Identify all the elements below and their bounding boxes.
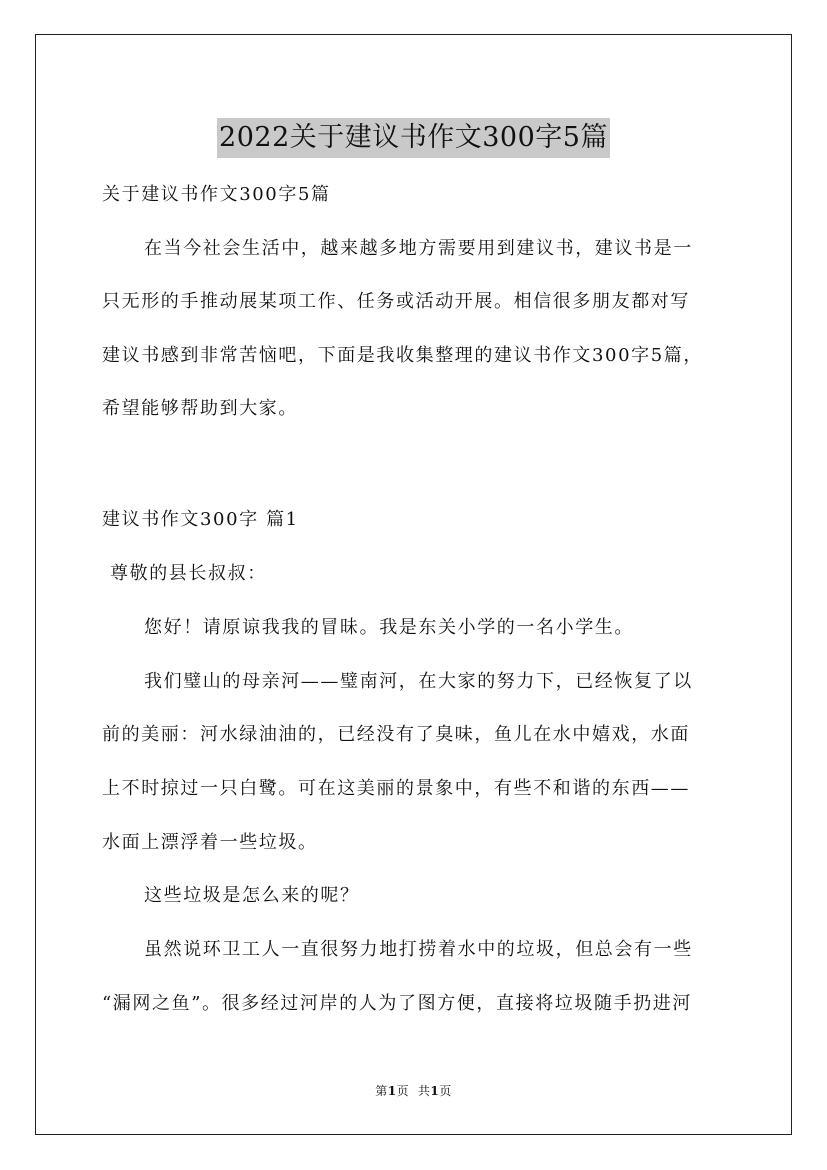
salutation: 尊敬的县长叔叔：	[110, 563, 267, 584]
body-line-2: 我们璧山的母亲河——璧南河，在大家的努力下，已经恢复了以	[144, 671, 693, 692]
document-subtitle: 关于建议书作文300字5篇	[102, 184, 331, 205]
body-line-4: 上不时掠过一只白鹭。可在这美丽的景象中，有些不和谐的东西——	[102, 778, 690, 799]
intro-line-2: 只无形的手推动展某项工作、任务或活动开展。相信很多朋友都对写	[102, 291, 690, 312]
body-line-8: “漏网之鱼”。很多经过河岸的人为了图方便，直接将垃圾随手扔进河	[102, 993, 693, 1014]
footer-page-suffix: 页	[396, 1084, 410, 1098]
page-footer	[0, 1082, 827, 1100]
footer-page-number: 1	[387, 1084, 397, 1098]
title-container	[0, 100, 827, 176]
footer-total-number: 1	[430, 1084, 440, 1098]
footer-total-prefix: 共	[417, 1084, 431, 1098]
body-line-5: 水面上漂浮着一些垃圾。	[102, 832, 318, 853]
body-line-1: 您好！请原谅我我的冒昧。我是东关小学的一名小学生。	[144, 617, 634, 638]
footer-total-suffix: 页	[439, 1084, 452, 1098]
document-title: 2022关于建议书作文300字5篇	[217, 118, 610, 158]
body-line-6: 这些垃圾是怎么来的呢？	[144, 885, 360, 906]
intro-line-3: 建议书感到非常苦恼吧，下面是我收集整理的建议书作文300字5篇，	[102, 345, 704, 366]
body-line-7: 虽然说环卫工人一直很努力地打捞着水中的垃圾，但总会有一些	[144, 939, 693, 960]
footer-page-prefix: 第	[375, 1084, 388, 1098]
body-line-3: 前的美丽：河水绿油油的，已经没有了臭味，鱼儿在水中嬉戏，水面	[102, 724, 690, 745]
section-heading: 建议书作文300字 篇1	[102, 509, 299, 530]
intro-line-1: 在当今社会生活中，越来越多地方需要用到建议书，建议书是一	[144, 238, 693, 259]
intro-line-4: 希望能够帮助到大家。	[102, 398, 298, 419]
